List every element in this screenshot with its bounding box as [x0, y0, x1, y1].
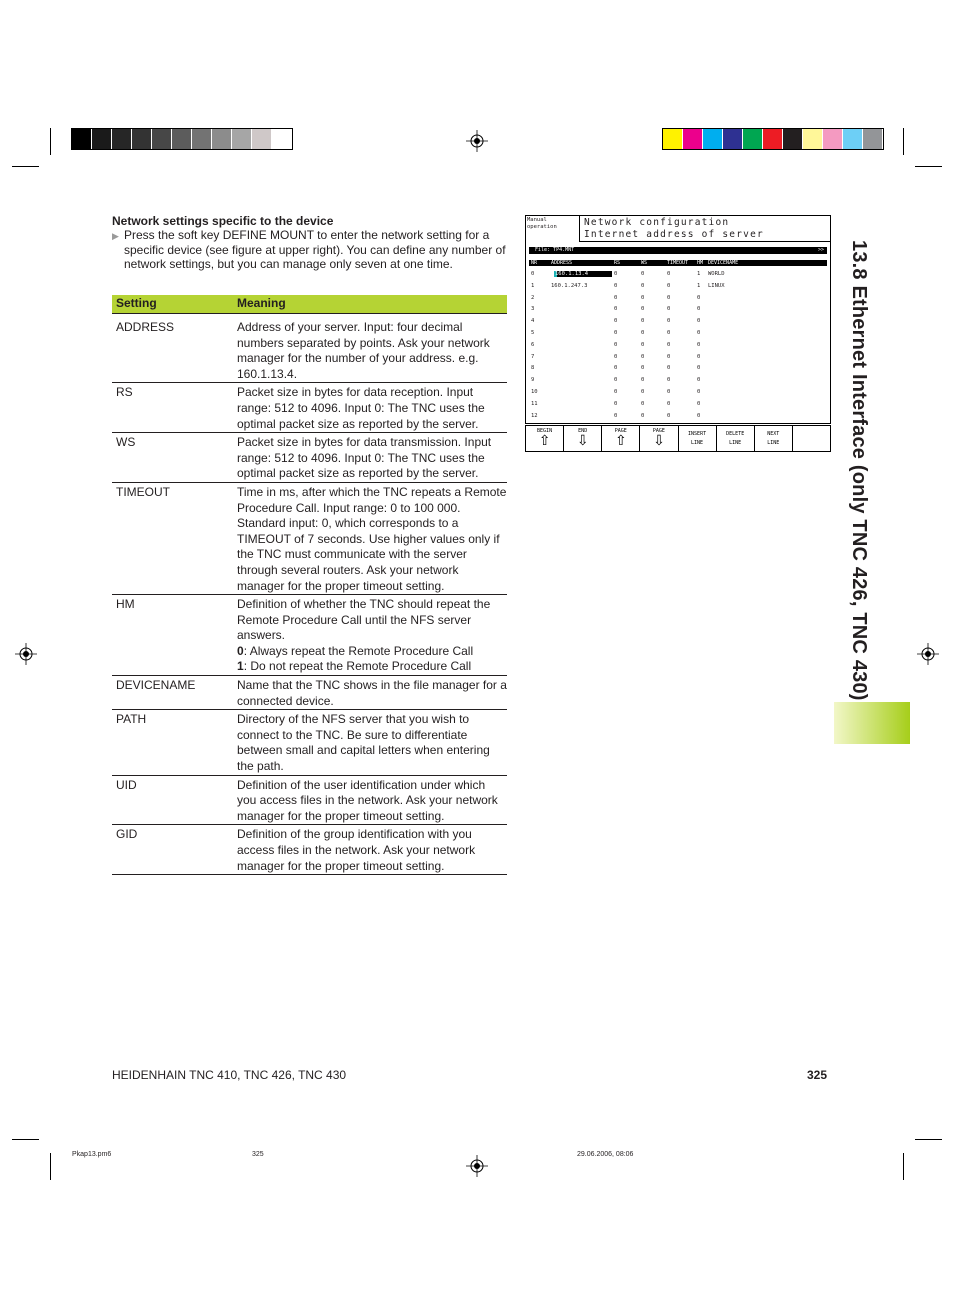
screen-cell-ws: 0	[641, 318, 645, 325]
screen-row[interactable]	[529, 328, 827, 339]
screen-column-header: TIMEOUT	[667, 260, 689, 266]
color-swatch	[863, 129, 883, 149]
hm-option-0-key: 0	[237, 643, 244, 658]
color-swatch	[783, 129, 803, 149]
gray-swatch	[232, 129, 252, 149]
screen-cell-ws: 0	[641, 341, 645, 348]
gray-swatch	[72, 129, 92, 149]
screen-cell-hm: 0	[697, 341, 701, 348]
color-swatch	[843, 129, 863, 149]
screen-cell-nr: 10	[531, 389, 538, 395]
screen-cell-rs: 0	[614, 341, 618, 348]
softkey-label: INSERT	[688, 431, 707, 437]
softkey-label-2: LINE	[691, 440, 704, 446]
screen-cell-timeout: 0	[667, 271, 671, 277]
screen-cell-hm: 0	[697, 365, 701, 372]
screen-cell-ws: 0	[641, 294, 645, 301]
hm-option-0-text: : Always repeat the Remote Procedure Call	[243, 643, 474, 658]
screen-cell-device: LINUX	[708, 282, 725, 289]
screen-row[interactable]	[529, 269, 827, 280]
registration-mark-icon	[466, 130, 488, 152]
color-swatch	[743, 129, 763, 149]
operating-mode	[527, 217, 557, 231]
screen-cell-hm: 1	[697, 282, 701, 289]
screen-cell-nr: 3	[531, 306, 535, 313]
softkey[interactable]	[602, 426, 640, 451]
gray-swatch	[152, 129, 172, 149]
softkey-arrow-icon: ⇧	[614, 433, 627, 449]
screen-cell-nr: 12	[531, 412, 538, 419]
screen-cell-nr: 7	[531, 353, 535, 360]
softkey[interactable]	[793, 426, 830, 451]
screen-cell-timeout: 0	[667, 353, 671, 360]
screen-cell-rs: 0	[614, 365, 618, 372]
screen-column-header: WS	[641, 260, 648, 266]
mode-line-1: Manual	[527, 217, 547, 223]
crop-mark	[12, 166, 39, 167]
crop-mark	[12, 1139, 39, 1140]
table-row	[112, 433, 507, 483]
softkey[interactable]	[564, 426, 602, 451]
registration-mark-icon	[917, 643, 939, 665]
screen-cell-nr: 5	[531, 330, 535, 336]
screen-row[interactable]	[529, 375, 827, 386]
file-bar	[529, 247, 827, 254]
screen-cell-address: 160.1.247.3	[551, 282, 588, 289]
softkey-label-2: LINE	[729, 440, 742, 446]
screen-cell-timeout: 0	[667, 377, 671, 384]
table-row	[112, 383, 507, 433]
settings-table	[112, 295, 507, 875]
tnc-screen-figure	[525, 215, 831, 424]
color-swatch	[663, 129, 683, 149]
column-header-meaning: Meaning	[233, 295, 507, 314]
screen-cell-hm: 0	[697, 412, 701, 419]
table-row	[112, 314, 507, 383]
screen-cell-ws: 0	[641, 377, 645, 384]
softkey-label: PAGE	[652, 428, 665, 434]
screen-cell-nr: 9	[531, 377, 535, 384]
screen-cell-ws: 0	[641, 330, 645, 336]
setting-name: GID	[112, 825, 233, 875]
softkey[interactable]	[526, 426, 564, 451]
softkey-label: DELETE	[726, 431, 745, 437]
chapter-tab	[834, 702, 910, 744]
color-calibration-bar	[662, 128, 884, 150]
screen-cell-timeout: 0	[667, 412, 671, 419]
screen-cell-rs: 0	[614, 330, 618, 336]
screen-cell-ws: 0	[641, 400, 645, 407]
softkey[interactable]	[717, 426, 755, 451]
screen-cell-nr: 0	[531, 271, 535, 277]
screen-cell-ws: 0	[641, 282, 645, 289]
screen-cell-ws: 0	[641, 271, 645, 277]
setting-name: RS	[112, 383, 233, 433]
setting-meaning: Directory of the NFS server that you wish to connect to the TNC. Be sure to differentiate between small and capital letters when entering the path.	[233, 710, 507, 775]
softkey[interactable]	[640, 426, 678, 451]
section-intro	[112, 228, 507, 272]
screen-title-line-2: Internet address of server	[584, 229, 764, 240]
gray-swatch	[132, 129, 152, 149]
screen-cell-timeout: 0	[667, 389, 671, 395]
screen-column-header: DEVICENAME	[708, 260, 739, 266]
slug-file: Pkap13.pm6	[72, 1151, 112, 1158]
screen-cell-rs: 0	[614, 389, 618, 395]
screen-row[interactable]	[529, 340, 827, 351]
screen-cell-timeout: 0	[667, 318, 671, 325]
screen-cell-rs: 0	[614, 353, 618, 360]
screen-cell-address: 160.1.13.4	[555, 271, 589, 277]
setting-meaning: Definition of the group identification with you access files in the network. Ask your network manager for the proper timeout setting.	[233, 825, 507, 875]
table-row	[112, 676, 507, 710]
color-swatch	[683, 129, 703, 149]
column-header-setting: Setting	[112, 295, 233, 314]
screen-row[interactable]	[529, 316, 827, 327]
color-swatch	[823, 129, 843, 149]
file-name: File: TP4.MNT	[535, 247, 575, 253]
screen-cell-rs: 0	[614, 306, 618, 313]
intro-text: Press the soft key DEFINE MOUNT to enter the network setting for a specific device (see figure at upper right). You can define any number of network settings, but you can manage only seven at one time.	[124, 228, 506, 272]
slug-page: 325	[252, 1151, 264, 1158]
screen-cell-rs: 0	[614, 400, 618, 407]
column-header-bar	[529, 260, 827, 266]
crop-mark	[903, 1153, 904, 1180]
crop-mark	[915, 1139, 942, 1140]
color-swatch	[703, 129, 723, 149]
setting-name: WS	[112, 433, 233, 483]
screen-cell-timeout: 0	[667, 400, 671, 407]
setting-meaning: Address of your server. Input: four decimal numbers separated by points. Ask your network manager for the number of your address. e.g. 160.1.13.4.	[233, 314, 507, 383]
screen-row[interactable]	[529, 399, 827, 410]
setting-meaning: Name that the TNC shows in the file manager for a connected device.	[233, 676, 507, 710]
section-heading: Network settings specific to the device	[112, 214, 334, 228]
hm-description: Definition of whether the TNC should repeat the Remote Procedure Call until the NFS server answers.	[237, 597, 491, 643]
screen-cell-rs: 0	[614, 377, 618, 384]
screen-row[interactable]	[529, 281, 827, 292]
table-row	[112, 775, 507, 825]
setting-name: HM	[112, 595, 233, 676]
screen-cell-nr: 4	[531, 318, 535, 325]
softkey-arrow-icon: ⇧	[538, 433, 551, 449]
softkey-label: PAGE	[614, 428, 627, 434]
setting-meaning: Packet size in bytes for data reception. Input range: 512 to 4096. Input 0: The TNC uses the optimal packet size as reported by the server.	[233, 383, 507, 433]
footer-product: HEIDENHAIN TNC 410, TNC 426, TNC 430	[112, 1068, 347, 1082]
screen-cell-ws: 0	[641, 412, 645, 419]
screen-cell-rs: 0	[614, 318, 618, 325]
softkey-arrow-icon: ⇩	[653, 433, 665, 449]
setting-name: TIMEOUT	[112, 482, 233, 594]
table-header-row	[112, 295, 507, 314]
screen-cell-rs: 0	[614, 282, 618, 289]
screen-cell-timeout: 0	[667, 282, 671, 289]
screen-cell-ws: 0	[641, 389, 645, 395]
screen-cell-hm: 0	[697, 389, 701, 395]
table-row	[112, 482, 507, 594]
screen-row[interactable]	[529, 387, 827, 398]
screen-cell-nr: 2	[531, 294, 535, 301]
mode-line-2: operation	[527, 224, 557, 230]
screen-column-header: HM	[697, 260, 704, 266]
screen-cell-ws: 0	[641, 353, 645, 360]
screen-column-header: RS	[614, 260, 621, 266]
crop-mark	[903, 128, 904, 155]
bullet-triangle-icon: ▶	[112, 231, 119, 241]
gray-swatch	[212, 129, 232, 149]
color-swatch	[763, 129, 783, 149]
screen-cell-timeout: 0	[667, 306, 671, 313]
gray-swatch	[192, 129, 212, 149]
table-row	[112, 710, 507, 775]
slug-date: 29.06.2006, 08:06	[577, 1151, 634, 1158]
screen-cell-hm: 0	[697, 330, 701, 336]
registration-mark-icon	[466, 1155, 488, 1177]
screen-cell-hm: 0	[697, 294, 701, 301]
screen-row[interactable]	[529, 304, 827, 315]
setting-meaning	[233, 595, 507, 676]
screen-row[interactable]	[529, 352, 827, 363]
gray-swatch	[272, 129, 292, 149]
softkey-row	[525, 425, 831, 452]
screen-cell-device: WORLD	[708, 271, 725, 277]
screen-cell-hm: 0	[697, 353, 701, 360]
setting-name: UID	[112, 775, 233, 825]
table-row	[112, 595, 507, 676]
screen-title	[579, 216, 830, 242]
hm-option-1-key: 1	[237, 659, 244, 674]
crop-mark	[50, 1153, 51, 1180]
screen-cell-hm: 0	[697, 318, 701, 325]
screen-cell-timeout: 0	[667, 341, 671, 348]
gray-swatch	[172, 129, 192, 149]
screen-cell-rs: 0	[614, 412, 618, 419]
gray-swatch	[92, 129, 112, 149]
screen-column-header: NR	[531, 260, 538, 266]
screen-cell-ws: 0	[641, 306, 645, 313]
gray-swatch	[112, 129, 132, 149]
setting-name: PATH	[112, 710, 233, 775]
screen-cell-timeout: 0	[667, 294, 671, 301]
softkey-label: END	[578, 428, 588, 434]
gray-swatch	[252, 129, 272, 149]
grayscale-calibration-bar	[71, 128, 293, 150]
screen-cell-nr: 8	[531, 365, 535, 372]
softkey-label: BEGIN	[537, 428, 553, 434]
screen-cell-nr: 11	[531, 400, 538, 407]
crop-mark	[50, 128, 51, 155]
screen-title-line-1: Network configuration	[584, 217, 730, 228]
table-row	[112, 825, 507, 875]
screen-cell-hm: 0	[697, 400, 701, 407]
hm-option-1-text: : Do not repeat the Remote Procedure Call	[243, 659, 472, 674]
screen-cell-rs: 0	[614, 271, 618, 277]
screen-cell-nr: 6	[531, 341, 535, 348]
screen-cell-timeout: 0	[667, 365, 671, 372]
file-bar-more: >>	[817, 247, 824, 253]
screen-cell-nr: 1	[531, 282, 535, 289]
registration-mark-icon	[15, 643, 37, 665]
setting-name: DEVICENAME	[112, 676, 233, 710]
color-swatch	[723, 129, 743, 149]
screen-cell-timeout: 0	[667, 330, 671, 336]
crop-mark	[915, 166, 942, 167]
setting-name: ADDRESS	[112, 314, 233, 383]
setting-meaning: Packet size in bytes for data transmission. Input range: 512 to 4096. Input 0: The TNC uses the optimal packet size as reported by the server.	[233, 433, 507, 483]
screen-cell-hm: 0	[697, 377, 701, 384]
screen-row[interactable]	[529, 363, 827, 374]
softkey-label-2: LINE	[767, 440, 780, 446]
softkey[interactable]	[755, 426, 793, 451]
screen-cell-ws: 0	[641, 365, 645, 372]
softkey[interactable]	[679, 426, 717, 451]
color-swatch	[803, 129, 823, 149]
page-number: 325	[807, 1068, 828, 1082]
setting-meaning: Time in ms, after which the TNC repeats a Remote Procedure Call. Input range: 0 to 100 000. Standard input: 0, which corresponds to a TIMEOUT of 7 seconds. Use higher values only if the TNC must communicate with the server through several routers. Ask your network manager for the proper timeout setting.	[233, 482, 507, 594]
softkey-label: NEXT	[767, 431, 780, 437]
screen-row[interactable]	[529, 411, 827, 422]
setting-meaning: Definition of the user identification under which you access files in the network. Ask your network manager for the proper timeout setting.	[233, 775, 507, 825]
screen-cell-hm: 0	[697, 306, 701, 313]
screen-column-header: ADDRESS	[551, 260, 573, 266]
softkey-arrow-icon: ⇩	[576, 433, 589, 449]
screen-cell-rs: 0	[614, 294, 618, 301]
screen-cell-hm: 1	[697, 271, 701, 277]
screen-row[interactable]	[529, 293, 827, 304]
